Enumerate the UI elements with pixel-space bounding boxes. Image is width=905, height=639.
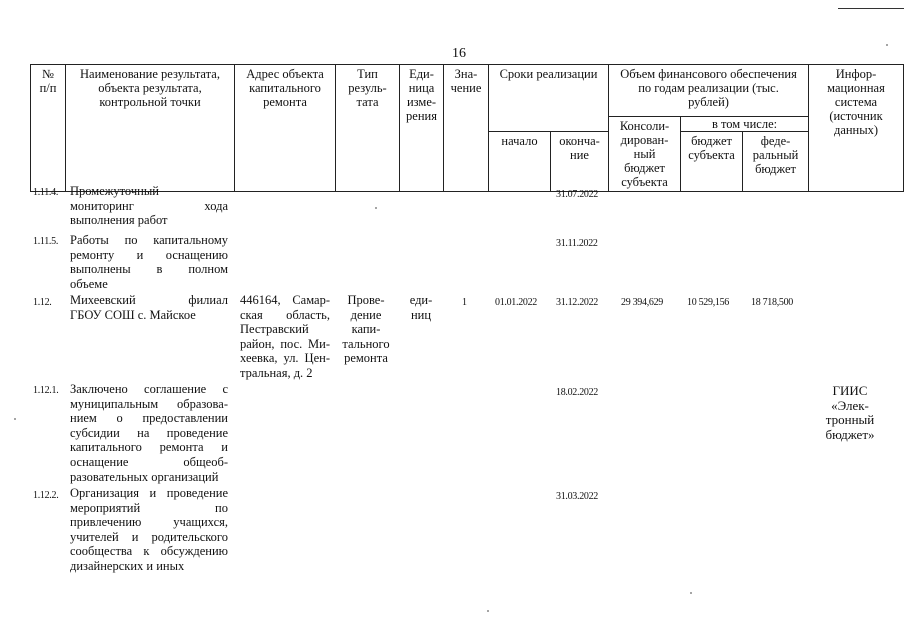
text-line: мониторинг хода — [70, 198, 228, 213]
text-line: еди- — [409, 293, 433, 307]
row-end-date: 31.12.2022 — [556, 297, 599, 308]
text-line: объеме — [70, 276, 108, 291]
row-subject-budget: 10 529,156 — [687, 297, 730, 308]
text-line: Еди- — [409, 67, 434, 81]
row-unit — [404, 293, 438, 322]
text-line: 446164, Самар- — [240, 293, 330, 307]
text-line: тральная, д. 2 — [240, 365, 313, 380]
header-finance — [609, 65, 809, 117]
text-line: оснащение общеоб- — [70, 454, 228, 469]
row-federal-budget: 18 718,500 — [751, 297, 794, 308]
text-line: Промежуточный — [70, 184, 159, 198]
text-line: привлечению учащихся, — [70, 515, 228, 530]
text-line: контрольной точки — [99, 95, 201, 109]
text-line: субсидии на проведение — [70, 425, 228, 440]
text-line: Инфор- — [835, 67, 877, 81]
text-line: ный — [633, 147, 656, 161]
header-start: начало — [489, 132, 551, 192]
scan-speck — [690, 592, 692, 594]
text-line: муниципальным образова- — [70, 396, 228, 411]
row-end-date: 18.02.2022 — [556, 387, 599, 398]
text-line: Наименование результата, — [80, 67, 220, 81]
scan-speck — [487, 610, 489, 612]
row-name — [70, 293, 228, 322]
text-line: выполнения работ — [70, 213, 168, 228]
text-line: объекта результата, — [98, 81, 202, 95]
text-line: ская область, — [240, 307, 330, 322]
text-line: капитального ремонта и — [70, 440, 228, 455]
text-line: ница — [408, 81, 435, 95]
text-line: мероприятий по — [70, 500, 228, 515]
text-line: дение — [350, 307, 382, 322]
text-line: резуль- — [348, 81, 387, 95]
text-line: разовательных организаций — [70, 469, 219, 484]
text-line: тронный — [825, 412, 875, 428]
text-line: рублей) — [688, 95, 729, 109]
row-end-date: 31.03.2022 — [556, 491, 599, 502]
text-line: по годам реализации (тыс. — [638, 81, 779, 95]
text-line: п/п — [39, 81, 57, 95]
header-federal-budget — [743, 132, 809, 192]
text-line: ральный — [752, 148, 799, 162]
header-address — [235, 65, 336, 192]
text-line: бюджет — [755, 162, 796, 176]
text-line: Работы по капитальному — [70, 233, 228, 247]
row-end-date: 31.11.2022 — [556, 238, 598, 249]
top-edge-line — [838, 8, 904, 9]
text-line: ремонта — [263, 95, 307, 109]
text-line: бюджет» — [825, 426, 875, 442]
row-name — [70, 486, 228, 574]
header-number — [31, 65, 66, 192]
row-number: 1.12.2. — [33, 490, 59, 501]
row-number: 1.12. — [33, 297, 52, 308]
text-line: (источник — [829, 109, 883, 123]
text-line: выполнены в полном — [70, 262, 228, 277]
header-consolidated — [609, 117, 681, 192]
text-line: рения — [406, 109, 437, 123]
text-line: ниц — [410, 307, 432, 322]
header-value — [444, 65, 489, 192]
header-including: в том числе: — [681, 117, 809, 132]
text-line: ние — [570, 148, 589, 162]
text-line: дирован- — [620, 133, 669, 147]
text-line: район, пос. Ми- — [240, 336, 330, 351]
text-line: № — [42, 67, 54, 81]
header-terms: Сроки реализации — [489, 65, 609, 132]
row-number: 1.12.1. — [33, 385, 59, 396]
text-line: Заключено соглашение с — [70, 382, 228, 396]
text-line: оконча- — [559, 134, 600, 148]
text-line: тального — [342, 336, 390, 351]
header-info-system — [809, 65, 904, 192]
text-line: феде- — [760, 134, 791, 148]
text-line: бюджет — [691, 134, 732, 148]
row-end-date: 31.07.2022 — [556, 189, 599, 200]
text-line: капи- — [351, 322, 381, 337]
row-number: 1.11.4. — [33, 187, 59, 198]
row-consolidated-budget: 29 394,629 — [621, 297, 664, 308]
row-start-date: 01.01.2022 — [495, 297, 538, 308]
text-line: субъекта — [621, 175, 668, 189]
text-line: Объем финансового обеспечения — [620, 67, 797, 81]
text-line: хеевка, ул. Цен- — [240, 351, 330, 366]
text-line: бюджет — [624, 161, 665, 175]
text-line: Прове- — [347, 293, 385, 307]
text-line: система — [834, 95, 878, 109]
row-name — [70, 184, 228, 228]
header-type — [336, 65, 400, 192]
text-line: ремонту и оснащению — [70, 247, 228, 262]
table-header — [30, 64, 904, 192]
text-line: дизайнерских и иных — [70, 558, 185, 573]
scan-speck — [375, 207, 377, 209]
text-line: «Элек- — [831, 397, 869, 413]
text-line: мационная — [827, 81, 885, 95]
row-name — [70, 382, 228, 484]
row-info-system — [810, 384, 890, 442]
text-line: данных) — [833, 123, 879, 137]
scan-speck — [886, 44, 888, 46]
text-line: изме- — [406, 95, 437, 109]
text-line: субъекта — [688, 148, 735, 162]
text-line: Консоли- — [619, 119, 670, 133]
header-name — [66, 65, 235, 192]
text-line: Пестравский — [240, 322, 309, 337]
row-type — [340, 293, 392, 366]
header-subject-budget — [681, 132, 743, 192]
text-line: ГИИС — [832, 383, 868, 398]
text-line: Михеевский филиал — [70, 293, 228, 307]
text-line: сообщества к обсуждению — [70, 544, 228, 559]
row-number: 1.11.5. — [33, 236, 59, 247]
header-end — [551, 132, 609, 192]
row-address — [240, 293, 330, 381]
text-line: учителей и родительского — [70, 529, 228, 544]
row-name — [70, 233, 228, 291]
text-line: тата — [356, 95, 379, 109]
scan-speck — [14, 418, 16, 420]
text-line: капитального — [249, 81, 321, 95]
text-line: нием о предоставлении — [70, 411, 228, 426]
header-unit — [400, 65, 444, 192]
text-line: Тип — [357, 67, 378, 81]
text-line: ГБОУ СОШ с. Майское — [70, 307, 196, 322]
text-line: ремонта — [344, 351, 388, 366]
text-line: чение — [450, 81, 482, 95]
row-value: 1 — [462, 297, 467, 308]
page-number: 16 — [452, 46, 466, 61]
text-line: Организация и проведение — [70, 486, 228, 500]
text-line: Зна- — [454, 67, 478, 81]
text-line: Адрес объекта — [246, 67, 324, 81]
